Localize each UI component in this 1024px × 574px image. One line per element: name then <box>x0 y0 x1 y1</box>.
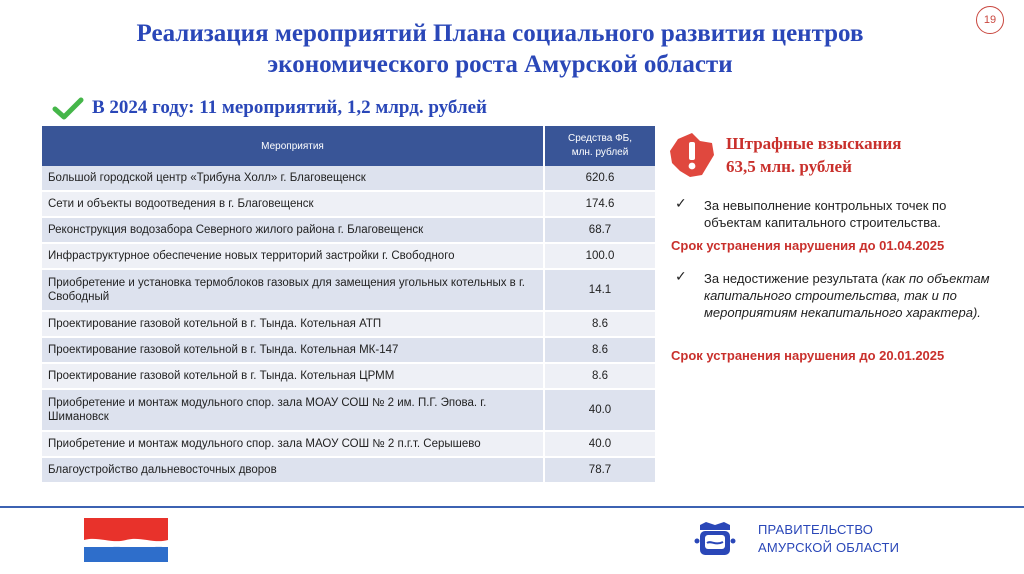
funds-cell: 8.6 <box>544 337 655 363</box>
page-number: 19 <box>976 6 1004 34</box>
column-header-funds-line2: млн. рублей <box>571 147 629 158</box>
amur-flag-icon <box>84 518 168 562</box>
check-icon <box>52 97 84 121</box>
event-cell: Благоустройство дальневосточных дворов <box>42 457 544 483</box>
funds-cell: 620.6 <box>544 166 655 191</box>
event-cell: Приобретение и монтаж модульного спор. зала МАОУ СОШ № 2 п.г.т. Серышево <box>42 431 544 457</box>
funds-cell: 8.6 <box>544 311 655 337</box>
event-cell: Проектирование газовой котельной в г. Тында. Котельная АТП <box>42 311 544 337</box>
column-header-funds <box>544 126 655 166</box>
funds-cell: 174.6 <box>544 191 655 217</box>
table-row <box>42 363 655 389</box>
funds-cell: 78.7 <box>544 457 655 483</box>
warning-icon <box>668 131 716 179</box>
table-row <box>42 191 655 217</box>
funds-cell: 40.0 <box>544 389 655 431</box>
event-cell: Реконструкция водозабора Северного жилого района г. Благовещенск <box>42 217 544 243</box>
table-row <box>42 337 655 363</box>
table-row <box>42 166 655 191</box>
fine-item-1-text: За невыполнение контрольных точек по объектам капитального строительства. <box>704 198 947 230</box>
event-cell: Проектирование газовой котельной в г. Тында. Котельная ЦРММ <box>42 363 544 389</box>
table-header-row <box>42 126 655 166</box>
amur-emblem-icon <box>694 521 736 557</box>
table-row <box>42 311 655 337</box>
slide-title <box>70 18 930 80</box>
fine-item-2 <box>704 270 994 321</box>
fines-title-line1: Штрафные взыскания <box>726 134 902 153</box>
organization-name-line2: АМУРСКОЙ ОБЛАСТИ <box>758 540 900 555</box>
event-cell: Инфраструктурное обеспечение новых территорий застройки г. Свободного <box>42 243 544 269</box>
table-row <box>42 431 655 457</box>
table-row <box>42 243 655 269</box>
organization-name <box>758 521 899 557</box>
funds-cell: 68.7 <box>544 217 655 243</box>
table-row <box>42 217 655 243</box>
event-cell: Большой городской центр «Трибуна Холл» г. Благовещенск <box>42 166 544 191</box>
fine-item-2-text: За недостижение результата <box>704 271 878 286</box>
column-header-funds-line1: Средства ФБ, <box>567 133 633 144</box>
fines-amount: 63,5 млн. рублей <box>726 157 852 176</box>
fine-item-1-deadline: Срок устранения нарушения до 01.04.2025 <box>671 238 945 253</box>
checkmark-bullet-icon: ✓ <box>675 195 687 211</box>
event-cell: Приобретение и монтаж модульного спор. зала МОАУ СОШ № 2 им. П.Г. Эпова. г. Шимановск <box>42 389 544 431</box>
funds-cell: 8.6 <box>544 363 655 389</box>
funds-cell: 40.0 <box>544 431 655 457</box>
events-table <box>42 126 655 484</box>
slide-title-line2: экономического роста Амурской области <box>267 51 733 78</box>
column-header-event: Мероприятия <box>42 126 544 166</box>
funds-cell: 14.1 <box>544 269 655 311</box>
fine-item-2-deadline: Срок устранения нарушения до 20.01.2025 <box>671 348 945 363</box>
checkmark-bullet-icon: ✓ <box>675 268 687 284</box>
fine-item-2-note: (как по объектам капитального строительства, так и по мероприятиям некапитального характера). <box>704 271 990 320</box>
fines-title <box>726 132 901 178</box>
table-row <box>42 269 655 311</box>
event-cell: Приобретение и установка термоблоков газовых для замещения угольных котельных в г. Свободный <box>42 269 544 311</box>
funds-cell: 100.0 <box>544 243 655 269</box>
organization-name-line1: ПРАВИТЕЛЬСТВО <box>758 522 874 537</box>
event-cell: Сети и объекты водоотведения в г. Благовещенск <box>42 191 544 217</box>
table-row <box>42 457 655 483</box>
event-cell: Проектирование газовой котельной в г. Тында. Котельная МК-147 <box>42 337 544 363</box>
slide-title-line1: Реализация мероприятий Плана социального развития центров <box>136 20 864 47</box>
summary-text: В 2024 году: 11 мероприятий, 1,2 млрд. рублей <box>92 97 487 118</box>
footer-divider <box>0 506 1024 508</box>
table-row <box>42 389 655 431</box>
